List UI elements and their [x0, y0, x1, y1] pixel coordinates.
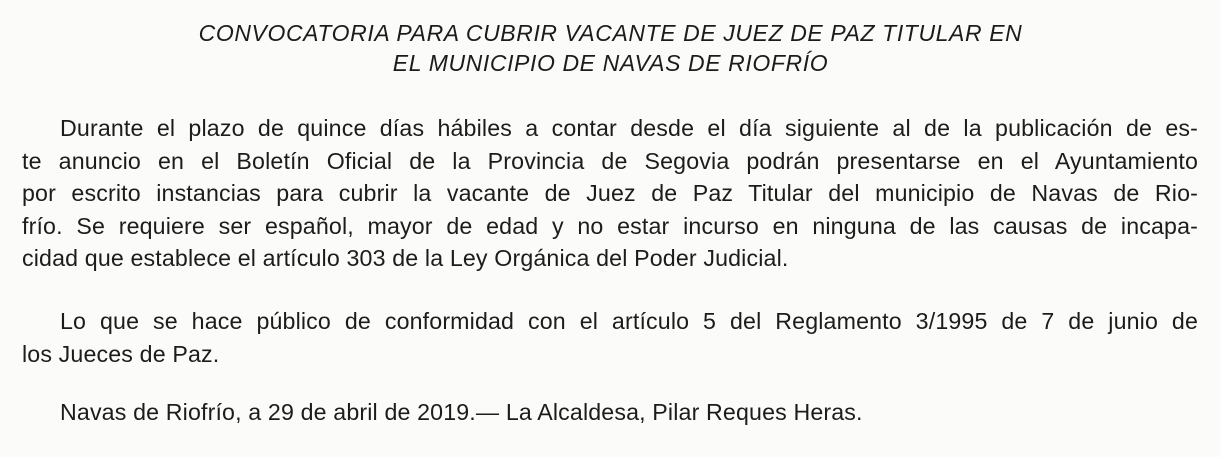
paragraph-line: los Jueces de Paz.: [22, 340, 220, 367]
paragraph-conformity: [22, 305, 1198, 370]
paragraph-line: frío. Se requiere ser español, mayor de edad y no estar incurso en ninguna de las causas de incapa-: [22, 212, 1198, 239]
paragraph-line: cidad que establece el artículo 303 de la Ley Orgánica del Poder Judicial.: [22, 245, 789, 272]
closing-signature: [22, 396, 1198, 429]
paragraph-line: Lo que se hace público de conformidad con el artículo 5 del Reglamento 3/1995 de 7 de junio de: [60, 308, 1198, 334]
paragraph-line: te anuncio en el Boletín Oficial de la Provincia de Segovia podrán presentarse en el Ayuntamiento: [22, 147, 1198, 174]
document-title: [0, 18, 1221, 78]
title-line-1: CONVOCATORIA PARA CUBRIR VACANTE DE JUEZ DE PAZ TITULAR EN: [198, 20, 1023, 46]
title-line-2: EL MUNICIPIO DE NAVAS DE RIOFRÍO: [392, 50, 829, 76]
paragraph-line: Durante el plazo de quince días hábiles a contar desde el día siguiente al de la publicación de es-: [60, 115, 1198, 141]
paragraph-line: por escrito instancias para cubrir la vacante de Juez de Paz Titular del municipio de Navas de Rio-: [22, 180, 1198, 207]
paragraph-announcement: [22, 112, 1198, 275]
closing-line: Navas de Riofrío, a 29 de abril de 2019.— La Alcaldesa, Pilar Reques Heras.: [60, 399, 863, 425]
